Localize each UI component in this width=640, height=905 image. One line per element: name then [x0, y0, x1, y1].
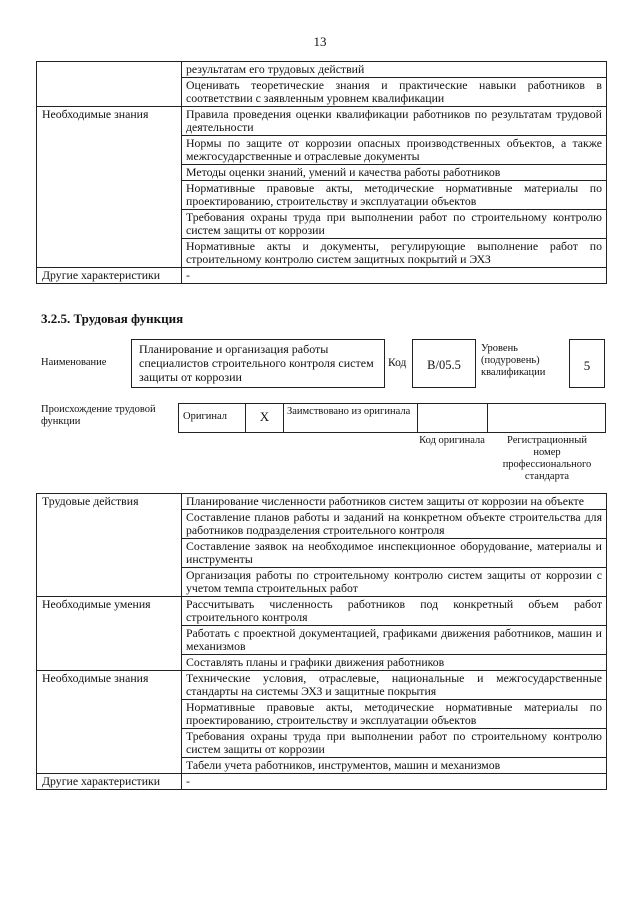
page-number: 13 — [313, 34, 327, 49]
table-row — [37, 494, 607, 510]
reg-number-label: Регистрационный номер профессионального стандарта — [502, 435, 592, 482]
table-row — [37, 597, 607, 626]
row-label: Другие характеристики — [37, 268, 182, 284]
table-cell: Правила проведения оценки квалификации работников по результатам трудовой деятельности — [182, 107, 607, 136]
original-label: Оригинал — [183, 411, 227, 422]
original-mark: X — [245, 404, 283, 432]
origin-label: Происхождение трудовой функции — [41, 404, 156, 427]
table-cell: Оценивать теоретические знания и практические навыки работников в соответствии с заявленным уровнем квалификации — [182, 78, 607, 107]
table-row — [37, 268, 607, 284]
table-cell: Требования охраны труда при выполнении работ по строительному контролю систем защиты от коррозии — [182, 210, 607, 239]
table-cell: Планирование численности работников систем защиты от коррозии на объекте — [182, 494, 607, 510]
function-name-box: Планирование и организация работы специалистов строительного контроля систем защиты от коррозии — [131, 339, 385, 388]
table-cell: Составлять планы и графики движения работников — [182, 655, 607, 671]
table-cell: Методы оценки знаний, умений и качества работы работников — [182, 165, 607, 181]
origin-row — [178, 403, 606, 433]
table-cell: Рассчитывать численность работников под конкретный объем работ строительного контроля — [182, 597, 607, 626]
table-cell: Составление планов работы и заданий на конкретном объекте строительства для работников подразделения строительного контроля — [182, 510, 607, 539]
table-cell: Нормативные правовые акты, методические нормативные материалы по проектированию, строительству и эксплуатации объектов — [182, 700, 607, 729]
table-cell: - — [182, 268, 607, 284]
table-cell: Нормы по защите от коррозии опасных производственных объектов, а также межгосударственные и отраслевые документы — [182, 136, 607, 165]
table-cell: Требования охраны труда при выполнении работ по строительному контролю систем защиты от коррозии — [182, 729, 607, 758]
borrowed-label: Заимствовано из оригинала — [283, 404, 417, 432]
code-label: Код — [388, 357, 407, 369]
table-cell: Нормативные акты и документы, регулирующие выполнение работ по строительному контролю систем защитных покрытий и ЭХЗ — [182, 239, 607, 268]
row-label: Необходимые знания — [37, 671, 182, 774]
row-label: Трудовые действия — [37, 494, 182, 597]
code-original-label: Код оригинала — [419, 435, 485, 446]
table-row — [37, 62, 607, 78]
table-cell: - — [182, 774, 607, 790]
section-heading: 3.2.5. Трудовая функция — [41, 311, 184, 326]
row-label: Необходимые умения — [37, 597, 182, 671]
table-cell: Технические условия, отраслевые, национальные и межгосударственные стандарты на системы ЭХЗ и защитные покрытия — [182, 671, 607, 700]
name-label: Наименование — [41, 357, 107, 368]
row-label: Необходимые знания — [37, 107, 182, 268]
table-row — [37, 107, 607, 136]
code-original-cell — [417, 404, 488, 432]
labor-function-table — [36, 493, 607, 790]
table-row — [37, 671, 607, 700]
table-cell: Работать с проектной документацией, графиками движения работников, машин и механизмов — [182, 626, 607, 655]
table-cell: Табели учета работников, инструментов, машин и механизмов — [182, 758, 607, 774]
qualification-table-continued — [36, 61, 607, 284]
level-label: Уровень (подуровень) квалификации — [481, 343, 546, 378]
row-label: Другие характеристики — [37, 774, 182, 790]
table-cell: результатам его трудовых действий — [182, 62, 607, 78]
reg-number-cell — [487, 404, 605, 432]
table-cell: Нормативные правовые акты, методические нормативные материалы по проектированию, строительству и эксплуатации объектов — [182, 181, 607, 210]
table-cell: Составление заявок на необходимое инспекционное оборудование, материалы и инструменты — [182, 539, 607, 568]
table-row — [37, 774, 607, 790]
function-code-box: B/05.5 — [412, 339, 476, 388]
row-label — [37, 62, 182, 107]
qualification-level-box: 5 — [569, 339, 605, 388]
table-cell: Организация работы по строительному контролю систем защиты от коррозии с учетом темпа строительных работ — [182, 568, 607, 597]
